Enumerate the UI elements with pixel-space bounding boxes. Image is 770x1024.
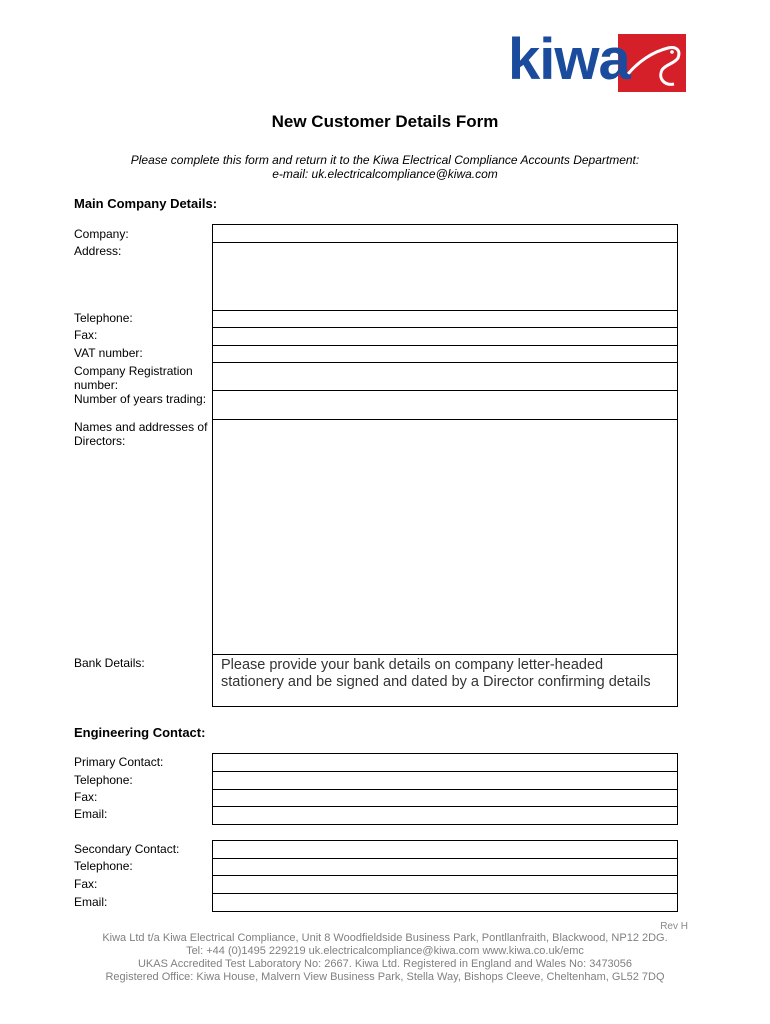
label-secondary-contact: Secondary Contact: — [74, 842, 180, 856]
label-telephone: Telephone: — [74, 311, 133, 325]
years-trading-field[interactable] — [212, 390, 678, 420]
label-years-trading: Number of years trading: — [74, 392, 207, 406]
label-address: Address: — [74, 244, 122, 258]
company-field[interactable] — [212, 224, 678, 243]
secondary-contact-field[interactable] — [212, 840, 678, 859]
revision-label: Rev H — [660, 921, 688, 932]
primary-telephone-field[interactable] — [212, 771, 678, 790]
footer-line-4: Registered Office: Kiwa House, Malvern View Business Park, Stella Way, Bishops Cleeve, Cheltenham, GL52 7DQ — [105, 971, 665, 983]
footer-line-3: UKAS Accredited Test Laboratory No: 2667. Kiwa Ltd. Registered in England and Wales No: 3473056 — [137, 958, 633, 970]
bank-details-note: Please provide your bank details on company letter-headed stationery and be signed and dated by a Director confirming details — [212, 654, 678, 707]
label-fax: Fax: — [74, 328, 98, 342]
label-company: Company: — [74, 227, 129, 241]
address-field[interactable] — [212, 242, 678, 311]
label-primary-fax: Fax: — [74, 790, 98, 804]
footer-line-1: Kiwa Ltd t/a Kiwa Electrical Compliance, Unit 8 Woodfieldside Business Park, Pontllanfraith, Blackwood, NP12 2DG. — [102, 932, 668, 944]
directors-field[interactable] — [212, 419, 678, 655]
intro-line-2: e-mail: uk.electricalcompliance@kiwa.com — [272, 167, 498, 181]
label-primary-email: Email: — [74, 807, 108, 821]
label-directors: Names and addresses of Directors: — [74, 420, 208, 448]
secondary-fax-field[interactable] — [212, 875, 678, 894]
secondary-email-field[interactable] — [212, 893, 678, 912]
footer-line-2: Tel: +44 (0)1495 229219 uk.electricalcompliance@kiwa.com www.kiwa.co.uk/emc — [186, 945, 584, 957]
main-company-heading: Main Company Details: — [74, 196, 218, 211]
primary-contact-field[interactable] — [212, 753, 678, 772]
label-primary-contact: Primary Contact: — [74, 755, 164, 769]
vat-field[interactable] — [212, 345, 678, 363]
fax-field[interactable] — [212, 327, 678, 346]
primary-email-field[interactable] — [212, 806, 678, 825]
engineering-contact-heading: Engineering Contact: — [74, 725, 206, 740]
kiwa-logo — [508, 27, 686, 92]
intro-line-1: Please complete this form and return it to the Kiwa Electrical Compliance Accounts Department: — [130, 153, 640, 167]
telephone-field[interactable] — [212, 310, 678, 328]
label-secondary-telephone: Telephone: — [74, 859, 133, 873]
label-company-registration: Company Registration number: — [74, 364, 193, 392]
label-primary-telephone: Telephone: — [74, 773, 133, 787]
label-secondary-fax: Fax: — [74, 877, 98, 891]
company-registration-field[interactable] — [212, 362, 678, 391]
label-bank-details: Bank Details: — [74, 656, 145, 670]
label-vat: VAT number: — [74, 346, 143, 360]
primary-fax-field[interactable] — [212, 789, 678, 807]
label-secondary-email: Email: — [74, 895, 108, 909]
logo-wordmark: kiwa — [508, 27, 630, 92]
page-title: New Customer Details Form — [271, 112, 499, 131]
secondary-telephone-field[interactable] — [212, 858, 678, 876]
